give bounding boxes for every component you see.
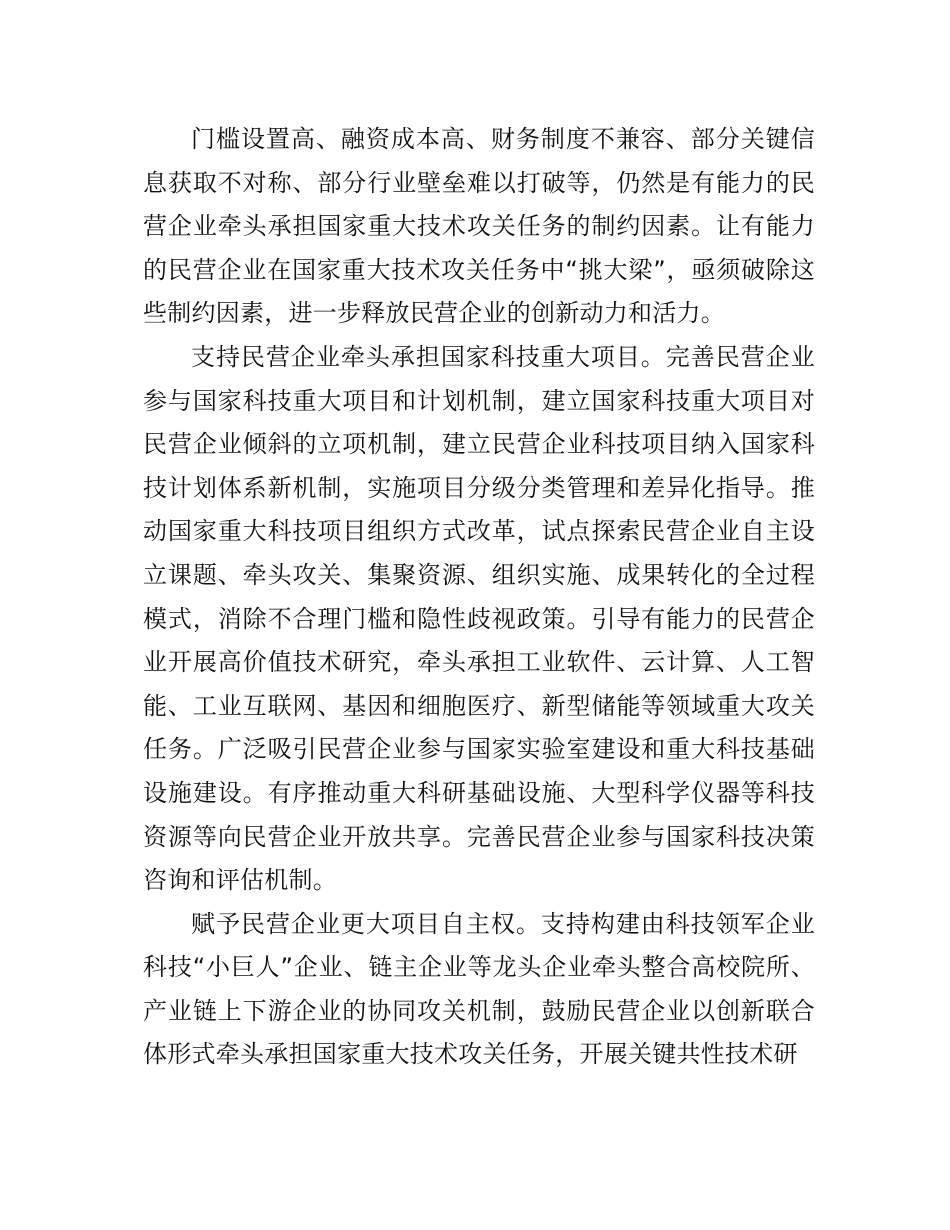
document-page <box>143 118 815 1077</box>
paragraph-project-autonomy: 赋予民营企业更大项目自主权。支持构建由科技领军企业科技“小巨人”企业、链主企业等龙头企业牵头整合高校院所、产业链上下游企业的协同攻关机制，鼓励民营企业以创新联合体形式牵头承担国家重大技术攻关任务，开展关键共性技术研 <box>143 909 815 1069</box>
paragraph-barriers: 门槛设置高、融资成本高、财务制度不兼容、部分关键信息获取不对称、部分行业壁垒难以打破等，仍然是有能力的民营企业牵头承担国家重大技术攻关任务的制约因素。让有能力的民营企业在国家重大技术攻关任务中“挑大梁”，亟须破除这些制约因素，进一步释放民营企业的创新动力和活力。 <box>143 125 815 328</box>
paragraph-support-major-projects: 支持民营企业牵头承担国家科技重大项目。完善民营企业参与国家科技重大项目和计划机制，建立国家科技重大项目对民营企业倾斜的立项机制，建立民营企业科技项目纳入国家科技计划体系新机制，实施项目分级分类管理和差异化指导。推动国家重大科技项目组织方式改革，试点探索民营企业自主设立课题、牵头攻关、集聚资源、组织实施、成果转化的全过程模式，消除不合理门槛和隐性歧视政策。引导有能力的民营企业开展高价值技术研究，牵头承担工业软件、云计算、人工智能、工业互联网、基因和细胞医疗、新型储能等领域重大攻关任务。广泛吸引民营企业参与国家实验室建设和重大科技基础设施建设。有序推动重大科研基础设施、大型科学仪器等科技资源等向民营企业开放共享。完善民营企业参与国家科技决策咨询和评估机制。 <box>143 342 815 895</box>
